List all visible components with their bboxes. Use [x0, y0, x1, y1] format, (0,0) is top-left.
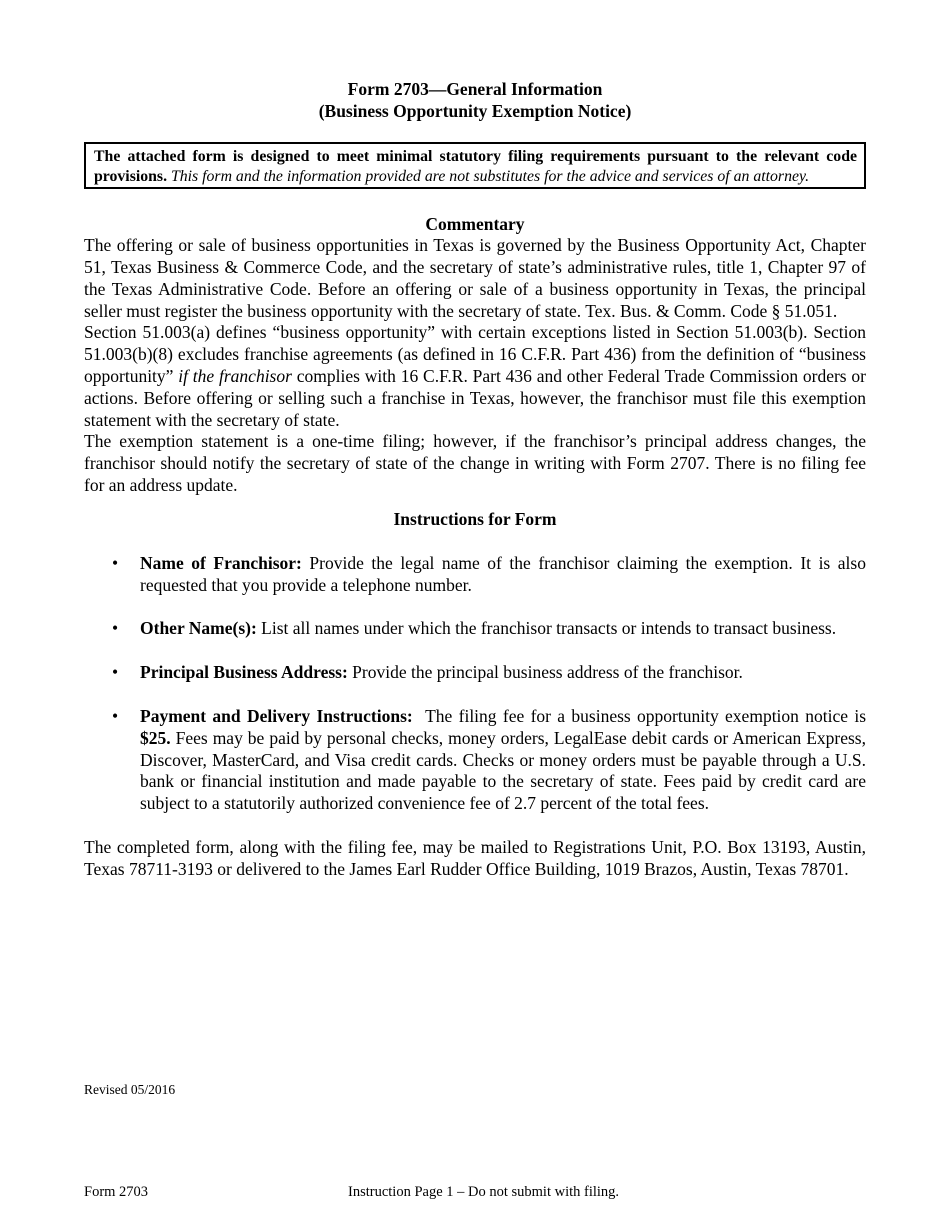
title-line-1: Form 2703—General Information [347, 79, 603, 99]
paragraph-2-italic: if the franchisor [178, 365, 292, 386]
instructions-heading: Instructions for Form [393, 508, 557, 529]
list-item [84, 706, 866, 815]
mailing-instructions: The completed form, along with the filing fee, may be mailed to Registrations Unit, P.O. Box 13193, Austin, Texas 78711-3193 or delivered to the James Earl Rudder Office Building, 1019 Brazos, Austin, Texas 78701. [84, 836, 866, 879]
paragraph-2-part-1: Section 51.003(a) defines “business opportunity” with certain exceptions listed in Section 51.003(b). Section 51.003(b)(8) excludes franchise agreements (as defined in 16 C.F.R. Part 436) from the definition of “business opportunity” [84, 322, 866, 386]
list-item [84, 618, 866, 640]
item-label: Principal Business Address: [140, 662, 348, 683]
revision-date: Revised 05/2016 [84, 1082, 176, 1097]
item-text-a: The filing fee for a business opportunity exemption notice is [425, 705, 867, 726]
bullet-icon: • [112, 662, 119, 683]
list-item [84, 553, 866, 597]
title-line-2: (Business Opportunity Exemption Notice) [318, 101, 632, 121]
commentary-paragraph-3: The exemption statement is a one-time filing; however, if the franchisor’s principal address changes, the franchisor should notify the secretary of state of the change in writing with Form 2707. There is no filing fee for an address update. [84, 431, 866, 495]
commentary-paragraph-2 [84, 322, 866, 431]
instructions-list [84, 553, 866, 815]
commentary-paragraph-1: The offering or sale of business opportunities in Texas is governed by the Business Opportunity Act, Chapter 51, Texas Business & Commerce Code, and the secretary of state’s administrative rules, title 1, Chapter 97 of the Texas Administrative Code. Before an offering or sale of a business opportunity in Texas, the principal seller must register the business opportunity with the secretary of state. Tex. Bus. & Comm. Code § 51.051. [84, 235, 866, 321]
list-item [84, 662, 866, 684]
footer-page-note: Instruction Page 1 – Do not submit with filing. [348, 1184, 620, 1200]
filing-fee-amount: $25. [140, 727, 171, 748]
item-label: Name of Franchisor: [140, 552, 302, 573]
bullet-icon: • [112, 552, 119, 573]
commentary-heading: Commentary [425, 214, 525, 235]
bullet-icon: • [112, 705, 119, 726]
item-text: Provide the legal name of the franchisor claiming the exemption. It is also requested that you provide a telephone number. [140, 552, 866, 595]
paragraph-2-part-2: complies with 16 C.F.R. Part 436 and other Federal Trade Commission orders or actions. Before offering or selling such a franchise in Texas, however, the franchisor must file this exemption statement with the secretary of state. [84, 365, 867, 430]
bullet-icon: • [112, 618, 119, 639]
item-label: Payment and Delivery Instructions: [140, 705, 413, 726]
form-title [84, 78, 866, 122]
document-page [84, 78, 866, 881]
disclaimer-bold-text: The attached form is designed to meet minimal statutory filing requirements pursuant to the relevant code provisions. [94, 148, 857, 185]
item-text-b: Fees may be paid by personal checks, money orders, LegalEase debit cards or American Express, Discover, MasterCard, and Visa credit cards. Checks or money orders must be payable through a U.S. bank or financial institution and made payable to the secretary of state. Fees paid by credit card are subject to a statutorily authorized convenience fee of 2.7 percent of the total fees. [140, 727, 866, 814]
item-text: Provide the principal business address of the franchisor. [352, 662, 743, 683]
disclaimer-italic-text: This form and the information provided are not substitutes for the advice and services of an attorney. [170, 167, 810, 185]
footer-form-number: Form 2703 [84, 1184, 149, 1200]
disclaimer-box [84, 142, 866, 189]
item-label: Other Name(s): [140, 618, 257, 639]
item-text: List all names under which the franchisor transacts or intends to transact business. [261, 618, 837, 639]
